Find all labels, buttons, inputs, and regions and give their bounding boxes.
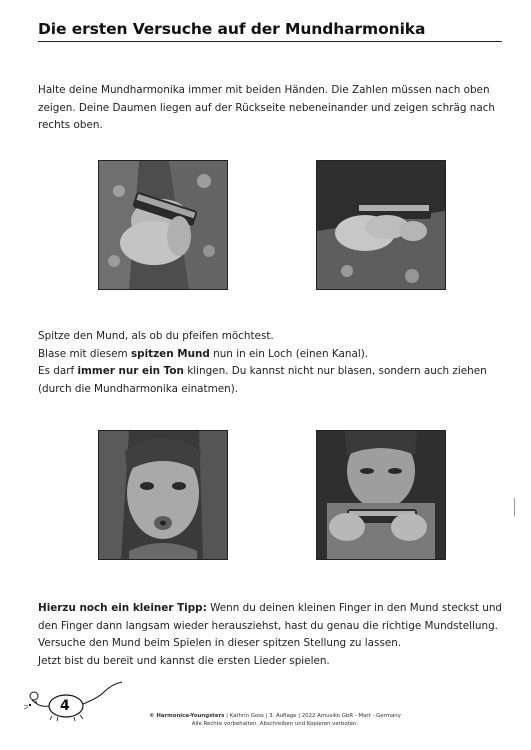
photo-holding-harmonica [98, 160, 228, 290]
title-divider [38, 41, 502, 42]
mouth-shape-line-3: Es darf immer nur ein Ton klingen. Du kannst nicht nur blasen, sondern auch ziehen (durch die Mundharmonika einatmen). [38, 365, 487, 395]
footer-copyright [110, 712, 440, 728]
tip-line-2: Versuche den Mund beim Spielen in dieser spitzen Stellung zu lassen. [38, 637, 402, 649]
photo-holding-harmonica-image [99, 161, 227, 289]
tip-line-1: Hierzu noch ein kleiner Tipp: Wenn du deinen kleinen Finger in den Mund steckst und den Finger dann langsam wieder herausziehst, hast du genau die richtige Mundstellung. [38, 602, 502, 632]
tip-paragraph [38, 600, 508, 670]
mouth-shape-line-1: Spitze den Mund, als ob du pfeifen möchtest. [38, 330, 274, 342]
photo-harmonica-grip [316, 160, 446, 290]
page-title: Die ersten Versuche auf der Mundharmonika [38, 20, 426, 38]
scan-mark [514, 498, 515, 516]
photo-playing-harmonica-image [317, 431, 445, 559]
photo-harmonica-grip-image [317, 161, 445, 289]
tip-line-3: Jetzt bist du bereit und kannst die ersten Lieder spielen. [38, 654, 330, 667]
mouth-shape-paragraph [38, 328, 508, 398]
intro-paragraph [38, 82, 508, 135]
photo-pursed-lips [98, 430, 228, 560]
footer-line-1: © Harmonica-Youngsters | Kathrin Goss | 3. Auflage | 2022 Amusiko GbR - Mart - Germany [149, 713, 401, 719]
footer-line-2: Alle Rechte vorbehalten. Abschreiben und Kopieren verboten. [191, 721, 359, 727]
page-number: 4 [60, 698, 70, 714]
intro-text: Halte deine Mundharmonika immer mit beiden Händen. Die Zahlen müssen nach oben zeigen. Deine Daumen liegen auf der Rückseite nebeneinander und zeigen schräg nach rechts oben. [38, 84, 495, 131]
mouth-shape-line-2: Blase mit diesem spitzen Mund nun in ein Loch (einen Kanal). [38, 347, 369, 360]
photo-playing-harmonica [316, 430, 446, 560]
photo-pursed-lips-image [99, 431, 227, 559]
